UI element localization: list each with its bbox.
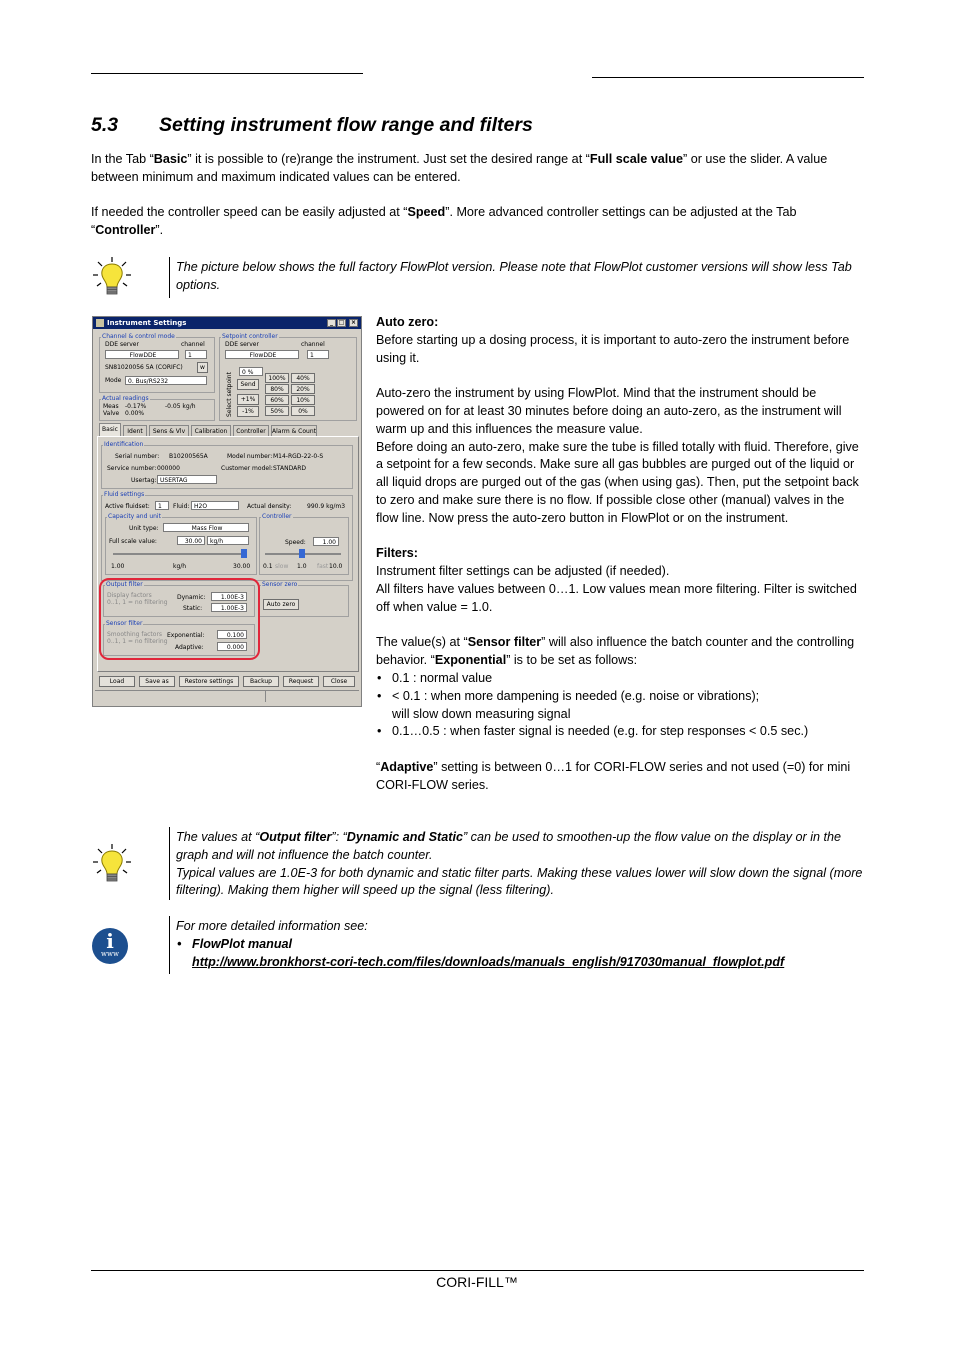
percent-button[interactable]: 100% — [265, 373, 289, 383]
tab-ident[interactable]: Ident — [123, 425, 147, 436]
load-button[interactable]: Load — [99, 676, 135, 687]
footer-rule — [91, 1270, 864, 1271]
meas-pct: -0.17% — [125, 403, 147, 410]
full-scale-field[interactable] — [177, 536, 205, 545]
unit-type-select[interactable] — [163, 523, 249, 532]
info-www-icon — [92, 928, 128, 964]
send-button[interactable] — [237, 379, 259, 390]
text: ” can be used to smoothen-up the flow value on the display or in the graph and will not influence the batch counter. — [176, 830, 841, 862]
density-value: 990.9 kg/m3 — [307, 503, 346, 510]
exponential-label: Exponential: — [167, 632, 205, 639]
list-item — [376, 688, 864, 724]
speed-mid: 1.0 — [297, 563, 307, 570]
tab-controller[interactable]: Controller — [233, 425, 269, 436]
active-fluid-value: 1 — [158, 503, 162, 510]
bold-text: Adaptive — [380, 759, 434, 774]
request-button[interactable]: Request — [283, 676, 319, 687]
sp-channel-label: channel — [301, 341, 325, 348]
bold-text: Dynamic and Static — [346, 830, 463, 844]
section-title: Setting instrument flow range and filters — [159, 114, 533, 136]
tip2-divider — [169, 827, 170, 900]
sp-dde-value: FlowDDE — [249, 352, 277, 359]
sp-channel-select[interactable] — [307, 350, 329, 359]
header-rule-left — [91, 73, 363, 74]
text: ”. — [155, 222, 164, 237]
filters-p2: All filters have values between 0…1. Low values mean more filtering. Filter is switched off when value = 1.0. — [376, 581, 857, 614]
fsv-unit-select[interactable] — [207, 536, 249, 545]
bold-text: Output filter — [259, 830, 332, 844]
tip1-text: The picture below shows the full factory FlowPlot version. Please note that FlowPlot customer versions will show less Tab options. — [176, 260, 852, 292]
readings-caption: Actual readings — [102, 395, 149, 402]
sp-dde-select[interactable] — [225, 350, 299, 359]
serial-label: Serial number: — [115, 453, 160, 460]
instrument-settings-screenshot — [92, 316, 362, 707]
mode-select[interactable] — [125, 376, 207, 385]
tab-alarm-count[interactable]: Alarm & Count — [271, 425, 317, 436]
list-item — [376, 670, 864, 688]
range-slider-thumb[interactable] — [241, 549, 247, 558]
autozero-p1: Before starting up a dosing process, it is important to auto-zero the instrument before using it. — [376, 332, 850, 365]
static-value: 1.00E-3 — [220, 605, 244, 612]
display-factors-label: Display factors — [107, 592, 152, 599]
text: ”. More advanced controller settings can be adjusted at the Tab “ — [91, 205, 797, 237]
app-icon — [96, 319, 104, 327]
bold-text: Speed — [407, 205, 446, 219]
adaptive-label: Adaptive: — [175, 644, 204, 651]
no-filter-label-1: 0..1, 1 = no filtering — [107, 599, 168, 606]
tab-basic[interactable]: Basic — [99, 423, 121, 436]
minus1-label: -1% — [242, 408, 254, 415]
dde-server-label: DDE server — [105, 341, 139, 348]
custmodel-label: Customer model: — [221, 465, 273, 472]
filters-p1: Instrument filter settings can be adjusted (if needed). — [376, 564, 670, 579]
save-as-button[interactable]: Save as — [139, 676, 175, 687]
static-label: Static: — [183, 605, 203, 612]
model-label: Model number: — [227, 453, 273, 460]
fluid-field[interactable] — [191, 501, 239, 510]
bold-text: Basic — [153, 152, 188, 166]
channel-label: channel — [181, 341, 205, 348]
info-divider — [169, 916, 170, 974]
text: If needed the controller speed can be easily adjusted at “ — [91, 205, 408, 219]
channel-value: 1 — [188, 352, 192, 359]
text: ” or use the slider. A value between minimum and maximum indicated values can be entered. — [91, 152, 828, 184]
filters-heading: Filters: — [376, 546, 418, 561]
service-value: 000000 — [157, 465, 180, 472]
autozero-p2: Auto-zero the instrument by using FlowPlot. Mind that the instrument should be powered on for at least 30 minutes before doing an auto-zero, as the instrument will warm up and this influences the measure value. — [376, 386, 842, 436]
speed-min: 0.1 — [263, 563, 273, 570]
filters-p4 — [376, 759, 864, 795]
close-window-button[interactable]: × — [350, 319, 357, 326]
setpoint-value: 0 % — [242, 369, 254, 376]
intro-paragraph-2 — [91, 204, 866, 240]
text: ” is to be set as follows: — [506, 653, 638, 668]
speed-slow: slow — [275, 563, 289, 570]
device-button[interactable]: w — [197, 362, 208, 373]
window-titlebar — [93, 317, 361, 329]
exponential-value: 0.100 — [226, 632, 244, 639]
fluid-label: Fluid: — [173, 503, 190, 510]
slider-unit: kg/h — [173, 563, 187, 570]
slider-min: 1.00 — [111, 563, 125, 570]
info-intro: For more detailed information see: — [176, 919, 368, 933]
custmodel-value: STANDARD — [273, 465, 307, 472]
window-title: Instrument Settings — [107, 319, 187, 327]
status-bar-divider — [265, 690, 266, 702]
range-slider-track[interactable] — [113, 553, 247, 555]
mode-label: Mode — [105, 377, 122, 384]
active-fluid-field[interactable] — [155, 501, 169, 510]
usertag-value: USERTAG — [160, 477, 188, 484]
lightbulb-icon — [92, 843, 132, 885]
lightbulb-icon — [92, 256, 132, 298]
bold-text: Exponential — [434, 653, 507, 668]
text: In the Tab “ — [91, 152, 154, 166]
speed-value: 1.00 — [322, 539, 336, 546]
speed-fast: fast — [317, 563, 329, 570]
percent-button[interactable]: 60% — [265, 395, 289, 405]
fsv-unit-value: kg/h — [210, 538, 224, 545]
bold-text: Full scale value — [589, 152, 683, 166]
smoothing-label: Smoothing factors — [107, 631, 163, 638]
info-list — [176, 936, 864, 972]
fluid-caption: Fluid settings — [104, 491, 145, 498]
fsv-value: 30.00 — [184, 538, 202, 545]
tip2-text — [176, 829, 864, 900]
info-www-label: www — [101, 950, 119, 958]
speed-label: Speed: — [285, 539, 306, 546]
controller-caption: Controller — [262, 513, 292, 520]
dde-server-select[interactable] — [105, 350, 179, 359]
bold-text: Sensor filter — [467, 635, 542, 650]
usertag-label: Usertag: — [131, 477, 157, 484]
autozero-p3: Before doing an auto-zero, make sure the tube is filled totally with fluid. Therefore, give a setpoint for a few seconds. Make sure all gas bubbles are purged out of the liquid or all liquid drops are purged out of the gas (when using gas). Then, put the setpoint back to zero and make sure there is no flow. If possible close other (manual) valves in the flow line. Now press the auto-zero button in FlowPlot or on the instrument. — [376, 439, 859, 525]
no-filter-label-2: 0..1, 1 = no filtering — [107, 638, 168, 645]
setpoint-group-caption: Setpoint controller — [222, 333, 278, 340]
text: ”: “ — [331, 830, 347, 844]
bold-text: Controller — [95, 222, 156, 237]
plus1-button[interactable] — [237, 394, 259, 405]
channel-select[interactable] — [185, 350, 207, 359]
minus1-button[interactable] — [237, 406, 259, 417]
filters-p3 — [376, 634, 864, 670]
autozero-section — [376, 314, 864, 795]
info-text — [176, 918, 864, 971]
tip1-divider — [169, 257, 170, 298]
sensor-filter-caption: Sensor filter — [106, 620, 143, 627]
send-label: Send — [240, 381, 256, 388]
channel-group-caption: Channel & control mode — [102, 333, 175, 340]
list-item — [176, 936, 864, 972]
percent-button[interactable]: 0% — [291, 406, 315, 416]
close-button[interactable]: Close — [323, 676, 355, 687]
section-number: 5.3 — [91, 114, 119, 136]
percent-button[interactable]: 80% — [265, 384, 289, 394]
unit-type-label: Unit type: — [129, 525, 159, 532]
list-item — [376, 723, 864, 741]
tab-sens-vlv[interactable]: Sens & Vlv — [149, 425, 189, 436]
bullet-text: < 0.1 : when more dampening is needed (e.g. noise or vibrations); — [392, 688, 760, 703]
fluid-value: H2O — [194, 503, 208, 510]
text: The value(s) at “ — [376, 635, 468, 650]
adaptive-value: 0.000 — [226, 644, 244, 651]
meas-value: -0.05 kg/h — [165, 403, 196, 410]
identification-caption: Identification — [104, 441, 144, 448]
output-filter-caption: Output filter — [106, 581, 143, 588]
intro-paragraph-1 — [91, 151, 866, 187]
usertag-field[interactable] — [157, 475, 217, 484]
slider-max: 30.00 — [233, 563, 251, 570]
unit-type-value: Mass Flow — [191, 525, 223, 532]
dynamic-label: Dynamic: — [177, 594, 206, 601]
tab-calibration[interactable]: Calibration — [191, 425, 231, 436]
text: ” will also influence the batch counter and the controlling behavior. “ — [376, 635, 855, 668]
speed-field[interactable] — [313, 537, 339, 546]
auto-zero-button[interactable] — [263, 599, 299, 610]
dde-server-value: FlowDDE — [129, 352, 157, 359]
bullet-text-cont: will slow down measuring signal — [392, 706, 571, 721]
model-value: M14-RGD-22-0-S — [273, 453, 324, 460]
capacity-caption: Capacity and unit — [108, 513, 161, 520]
percent-button[interactable]: 40% — [291, 373, 315, 383]
service-label: Service number: — [107, 465, 157, 472]
text: ” setting is between 0…1 for CORI-FLOW series and not used (=0) for mini CORI-FLOW series. — [376, 759, 851, 792]
plus1-label: +1% — [240, 396, 256, 403]
sp-dde-label: DDE server — [225, 341, 259, 348]
info-item: FlowPlot manual — [192, 936, 293, 951]
maximize-button[interactable]: □ — [338, 319, 345, 326]
autozero-heading: Auto zero: — [376, 315, 439, 329]
setpoint-field[interactable] — [239, 367, 263, 376]
bullet-text: 0.1 : normal value — [392, 670, 493, 685]
status-bar — [95, 690, 359, 703]
speed-max: 10.0 — [329, 563, 343, 570]
text: ” it is possible to (re)range the instrument. Just set the desired range at “ — [187, 152, 590, 166]
speed-slider-thumb[interactable] — [299, 549, 305, 558]
exponential-bullets — [376, 670, 864, 741]
meas-label: Meas — [103, 403, 119, 410]
device-label: SN81020056 5A (CORIFC) — [105, 364, 183, 371]
sensor-zero-caption: Sensor zero — [262, 581, 298, 588]
manual-link[interactable]: http://www.bronkhorst-cori-tech.com/files/downloads/manuals_english/917030manual_flowplot.pdf — [192, 954, 785, 969]
fsv-label: Full scale value: — [109, 538, 157, 545]
valve-label: Valve — [103, 410, 120, 417]
footer-title: CORI-FILL™ — [436, 1274, 518, 1290]
restore-settings-button[interactable]: Restore settings — [179, 676, 239, 687]
info-i-glyph: i — [106, 929, 114, 953]
active-fluid-label: Active fluidset: — [105, 503, 150, 510]
minimize-button[interactable]: _ — [327, 319, 336, 327]
percent-button[interactable]: 50% — [265, 406, 289, 416]
serial-value: B10200565A — [169, 453, 208, 460]
auto-zero-label: Auto zero — [266, 601, 296, 608]
valve-pct: 0.00% — [125, 410, 145, 417]
text: “ — [376, 759, 381, 774]
percent-button[interactable]: 20% — [291, 384, 315, 394]
text: The values at “ — [176, 830, 260, 844]
dynamic-value: 1.00E-3 — [220, 594, 244, 601]
filters-highlight-outline — [99, 578, 260, 660]
select-setpoint-label: Select setpoint — [225, 372, 233, 417]
bullet-text: 0.1…0.5 : when faster signal is needed (e.g. for step responses < 0.5 sec.) — [392, 724, 809, 739]
percent-button[interactable]: 10% — [291, 395, 315, 405]
tip2-line2: Typical values are 1.0E-3 for both dynamic and static filter parts. Making these values lower will slow down the signal (more filtering). Making them higher will speed up the signal (less filtering). — [176, 865, 863, 898]
mode-value: 0. Bus/RS232 — [128, 378, 169, 385]
density-label: Actual density: — [247, 503, 292, 510]
section-heading — [91, 114, 533, 137]
header-rule-right — [592, 77, 864, 78]
sp-channel-value: 1 — [310, 352, 314, 359]
backup-button[interactable]: Backup — [243, 676, 279, 687]
